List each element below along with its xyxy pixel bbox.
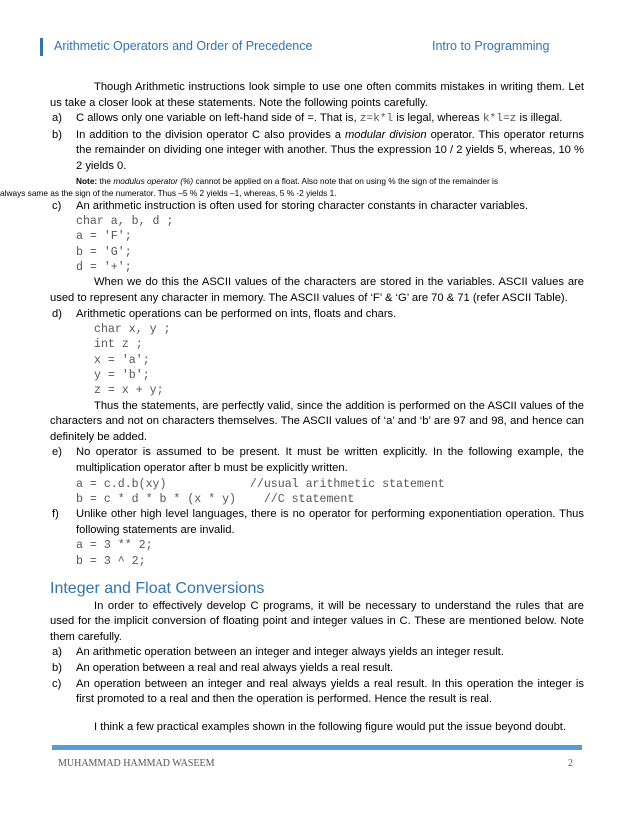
header-title: Arithmetic Operators and Order of Precedence [54,39,313,53]
item-b-emphasis: modular division [344,128,427,141]
note-line-1 [50,175,584,187]
list-item-c [50,199,584,215]
list-label: a) [52,646,62,659]
code-line: y = 'b'; [94,369,150,383]
list-label: c) [52,677,62,690]
item-a-code-illegal: k*l=z [482,113,517,126]
code-line: x = 'a'; [94,353,150,367]
spacer [50,708,584,720]
code-line: int z ; [94,338,143,352]
note-label: Note: [76,175,98,186]
closing-paragraph: I think a few practical examples shown in the following figure would put the issue beyond doubt. [94,720,567,733]
conversion-item-text: An operation between a real and real always yields a real result. [76,661,394,674]
item-b-text-1: In addition to the division operator C also provides a [76,128,345,141]
list-label: b) [52,128,62,141]
code-line: a = 3 ** 2; [76,539,153,553]
item-d-text: Arithmetic operations can be performed on ints, floats and chars. [76,307,397,320]
list-label: a) [52,112,62,125]
code-line: a = c.d.b(xy) //usual arithmetic statement [76,477,445,491]
code-line: b = 3 ^ 2; [76,554,146,568]
list-item-f [50,507,584,538]
list-item-b [50,128,584,175]
conversion-item-b [50,661,584,677]
item-e-text: No operator is assumed to be present. It must be written explicitly. In the following example, the multiplication operator after b must be explicitly written. [76,446,584,474]
code-line: char x, y ; [94,323,171,337]
footer-divider [52,745,582,750]
list-label: c) [52,199,62,212]
conversion-item-c [50,677,584,708]
list-label: d) [52,307,62,320]
item-c-text: An arithmetic instruction is often used for storing character constants in character variables. [76,199,529,212]
code-line: b = c * d * b * (x * y) //C statement [76,492,355,506]
item-a-text-1: C allows only one variable on left-hand side of =. That is, [76,112,360,125]
list-item-d [50,307,584,323]
conversion-item-text: An operation between an integer and real always yields a real result. In this operation the integer is first promoted to a real and then the operation is performed. Hence the result is real. [76,677,584,706]
conversion-item-text: An arithmetic operation between an integer and integer always yields an integer result. [76,646,504,659]
item-a-code-legal: z=k*l [359,113,394,126]
list-item-a [50,111,584,128]
item-a-text-2: is legal, whereas [393,112,483,125]
conversion-intro: In order to effectively develop C programs, it will be necessary to understand the rules that are used for the implicit conversion of floating point and integer values in C. These are mentioned below. Note them carefully. [50,599,584,643]
page-number: 2 [568,758,573,769]
item-f-text: Unlike other high level languages, there is no operator for performing exponentiation operation. Thus following statements are invalid. [76,508,584,536]
item-b-text-2: operator. This operator returns the remainder on dividing one integer with another. Thus the expression 10 / 2 yields 5, whereas, 10 % 2 yields 0. [76,128,585,172]
code-line: d = '+'; [76,261,132,275]
footer-author: MUHAMMAD HAMMAD WASEEM [58,758,215,769]
section-heading: Integer and Float Conversions [50,579,265,597]
note-emphasis: modulus operator (%) [113,175,194,186]
valid-paragraph: Thus the statements, are perfectly valid, since the addition is performed on the ASCII values of the characters and not on characters themselves. The ASCII values of ‘a’ and ‘b’ are 97 and 98, and hence can definitely be added. [50,399,584,443]
intro-paragraph: Though Arithmetic instructions look simple to use one often commits mistakes in writing them. Let us take a closer look at these statements. Note the following points carefully. [50,81,584,109]
code-line: char a, b, d ; [76,215,174,229]
page-header [40,38,600,58]
item-a-text-3: is illegal. [516,112,563,125]
list-item-e [50,445,584,476]
ascii-paragraph: When we do this the ASCII values of the characters are stored in the variables. ASCII values are used to represent any character in memory. The ASCII values of ‘F’ & ‘G’ are 70 & 71 (refer ASCII Table). [50,276,584,304]
list-label: e) [52,446,62,459]
note-text-2: cannot be applied on a float. Also note that on using % the sign of the remainder is [193,175,499,186]
list-label: f) [52,508,59,521]
code-line: z = x + y; [94,384,164,398]
note-text-1: the [97,175,114,186]
header-course: Intro to Programming [432,39,550,53]
list-label: b) [52,661,62,674]
header-accent-bar [40,38,43,56]
code-line: a = 'F'; [76,230,132,244]
page-body [0,80,585,735]
code-line: b = 'G'; [76,245,132,259]
conversion-item-a [50,645,584,661]
note-line-2: always same as the sign of the numerator. Thus –5 % 2 yields –1, whereas, 5 % -2 yields 1. [0,187,337,198]
